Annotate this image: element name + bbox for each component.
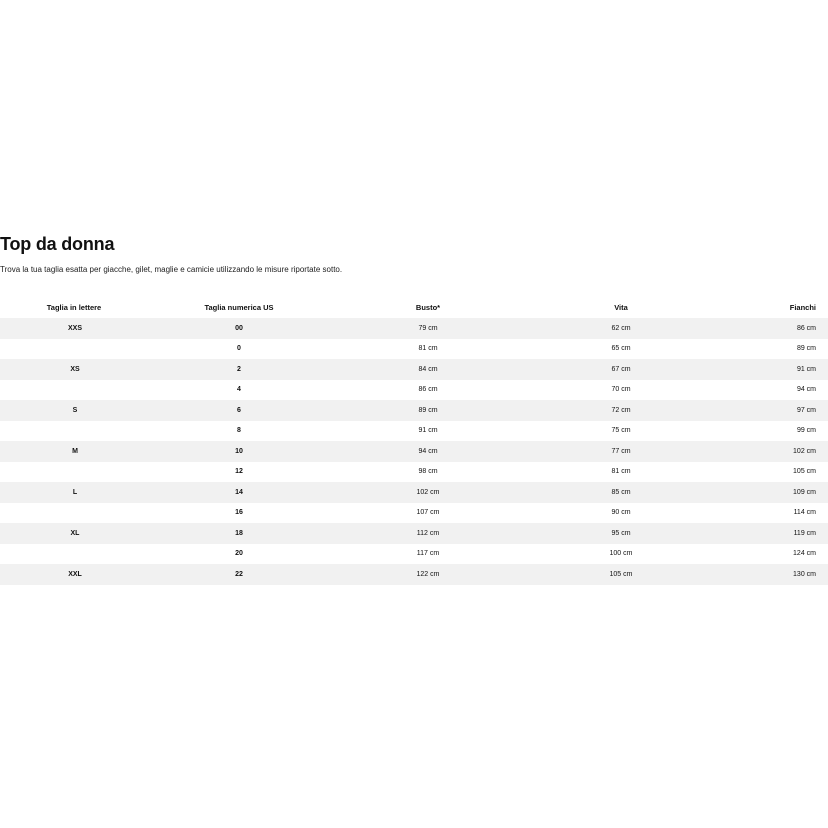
cell-letter-size: M	[0, 441, 150, 462]
column-header-waist: Vita	[614, 302, 628, 312]
cell-hips: 94 cm	[796, 386, 816, 394]
page-title: Top da donna	[0, 234, 115, 254]
cell-bust: 122 cm	[328, 564, 528, 585]
table-header-row	[0, 296, 828, 318]
cell-bust: 102 cm	[328, 482, 528, 503]
cell-hips: 89 cm	[796, 345, 816, 353]
page-subtitle: Trova la tua taglia esatta per giacche, gilet, maglie e camicie utilizzando le misure riportate sotto.	[0, 265, 343, 274]
cell-us-size: 0	[237, 345, 241, 353]
cell-hips: 130 cm	[714, 564, 828, 585]
cell-letter-size	[0, 421, 150, 442]
cell-hips: 91 cm	[714, 359, 828, 380]
cell-letter-size	[0, 339, 150, 360]
table-row	[0, 400, 828, 421]
cell-hips: 86 cm	[714, 318, 828, 339]
cell-hips: 102 cm	[714, 441, 828, 462]
table-row	[0, 523, 828, 544]
cell-letter-size: XXL	[0, 564, 150, 585]
cell-us-size: 14	[150, 482, 328, 503]
cell-us-size: 22	[150, 564, 328, 585]
table-header	[0, 296, 828, 318]
cell-us-size: 6	[150, 400, 328, 421]
column-header-us-size: Taglia numerica US	[204, 302, 274, 312]
table-row	[0, 544, 828, 565]
cell-bust: 81 cm	[418, 345, 438, 353]
cell-waist: 105 cm	[528, 564, 714, 585]
cell-letter-size: S	[0, 400, 150, 421]
cell-us-size: 20	[235, 550, 243, 558]
table-row	[0, 380, 828, 401]
cell-bust: 117 cm	[416, 550, 440, 558]
cell-bust: 89 cm	[328, 400, 528, 421]
cell-bust: 98 cm	[418, 468, 438, 476]
cell-hips: 99 cm	[796, 427, 816, 435]
cell-bust: 84 cm	[328, 359, 528, 380]
table-row	[0, 339, 828, 360]
cell-bust: 107 cm	[416, 509, 440, 517]
cell-hips: 105 cm	[793, 468, 816, 476]
cell-waist: 81 cm	[611, 468, 631, 476]
table-row	[0, 482, 828, 503]
cell-letter-size: XL	[0, 523, 150, 544]
cell-bust: 79 cm	[328, 318, 528, 339]
cell-us-size: 16	[235, 509, 243, 517]
cell-waist: 95 cm	[528, 523, 714, 544]
cell-bust: 91 cm	[418, 427, 438, 435]
cell-waist: 85 cm	[528, 482, 714, 503]
column-header-bust: Busto*	[415, 302, 441, 312]
cell-waist: 90 cm	[611, 509, 631, 517]
cell-letter-size: XS	[0, 359, 150, 380]
cell-hips: 114 cm	[793, 509, 816, 517]
table-row	[0, 421, 828, 442]
table-row	[0, 318, 828, 339]
table-row	[0, 503, 828, 524]
cell-letter-size	[0, 544, 150, 565]
table-row	[0, 564, 828, 585]
cell-hips: 109 cm	[714, 482, 828, 503]
cell-bust: 86 cm	[418, 386, 438, 394]
cell-us-size: 00	[150, 318, 328, 339]
cell-letter-size	[0, 503, 150, 524]
cell-hips: 97 cm	[714, 400, 828, 421]
cell-waist: 67 cm	[528, 359, 714, 380]
table-row	[0, 462, 828, 483]
table-row	[0, 441, 828, 462]
table-row	[0, 359, 828, 380]
cell-letter-size: XXS	[0, 318, 150, 339]
size-chart-table	[0, 296, 828, 585]
cell-hips: 124 cm	[793, 550, 816, 558]
column-header-hips: Fianchi	[789, 302, 816, 312]
cell-us-size: 18	[150, 523, 328, 544]
cell-letter-size: L	[0, 482, 150, 503]
cell-waist: 65 cm	[611, 345, 631, 353]
table-body	[0, 318, 828, 585]
cell-waist: 70 cm	[611, 386, 631, 394]
cell-us-size: 8	[237, 427, 241, 435]
cell-waist: 100 cm	[609, 550, 633, 558]
cell-waist: 77 cm	[528, 441, 714, 462]
cell-us-size: 4	[237, 386, 241, 394]
cell-waist: 62 cm	[528, 318, 714, 339]
cell-waist: 75 cm	[611, 427, 631, 435]
cell-us-size: 10	[150, 441, 328, 462]
cell-letter-size	[0, 462, 150, 483]
cell-bust: 94 cm	[328, 441, 528, 462]
cell-us-size: 2	[150, 359, 328, 380]
cell-letter-size	[0, 380, 150, 401]
cell-hips: 119 cm	[714, 523, 828, 544]
cell-bust: 112 cm	[328, 523, 528, 544]
cell-us-size: 12	[235, 468, 243, 476]
column-header-letter-size: Taglia in lettere	[46, 302, 102, 312]
cell-waist: 72 cm	[528, 400, 714, 421]
